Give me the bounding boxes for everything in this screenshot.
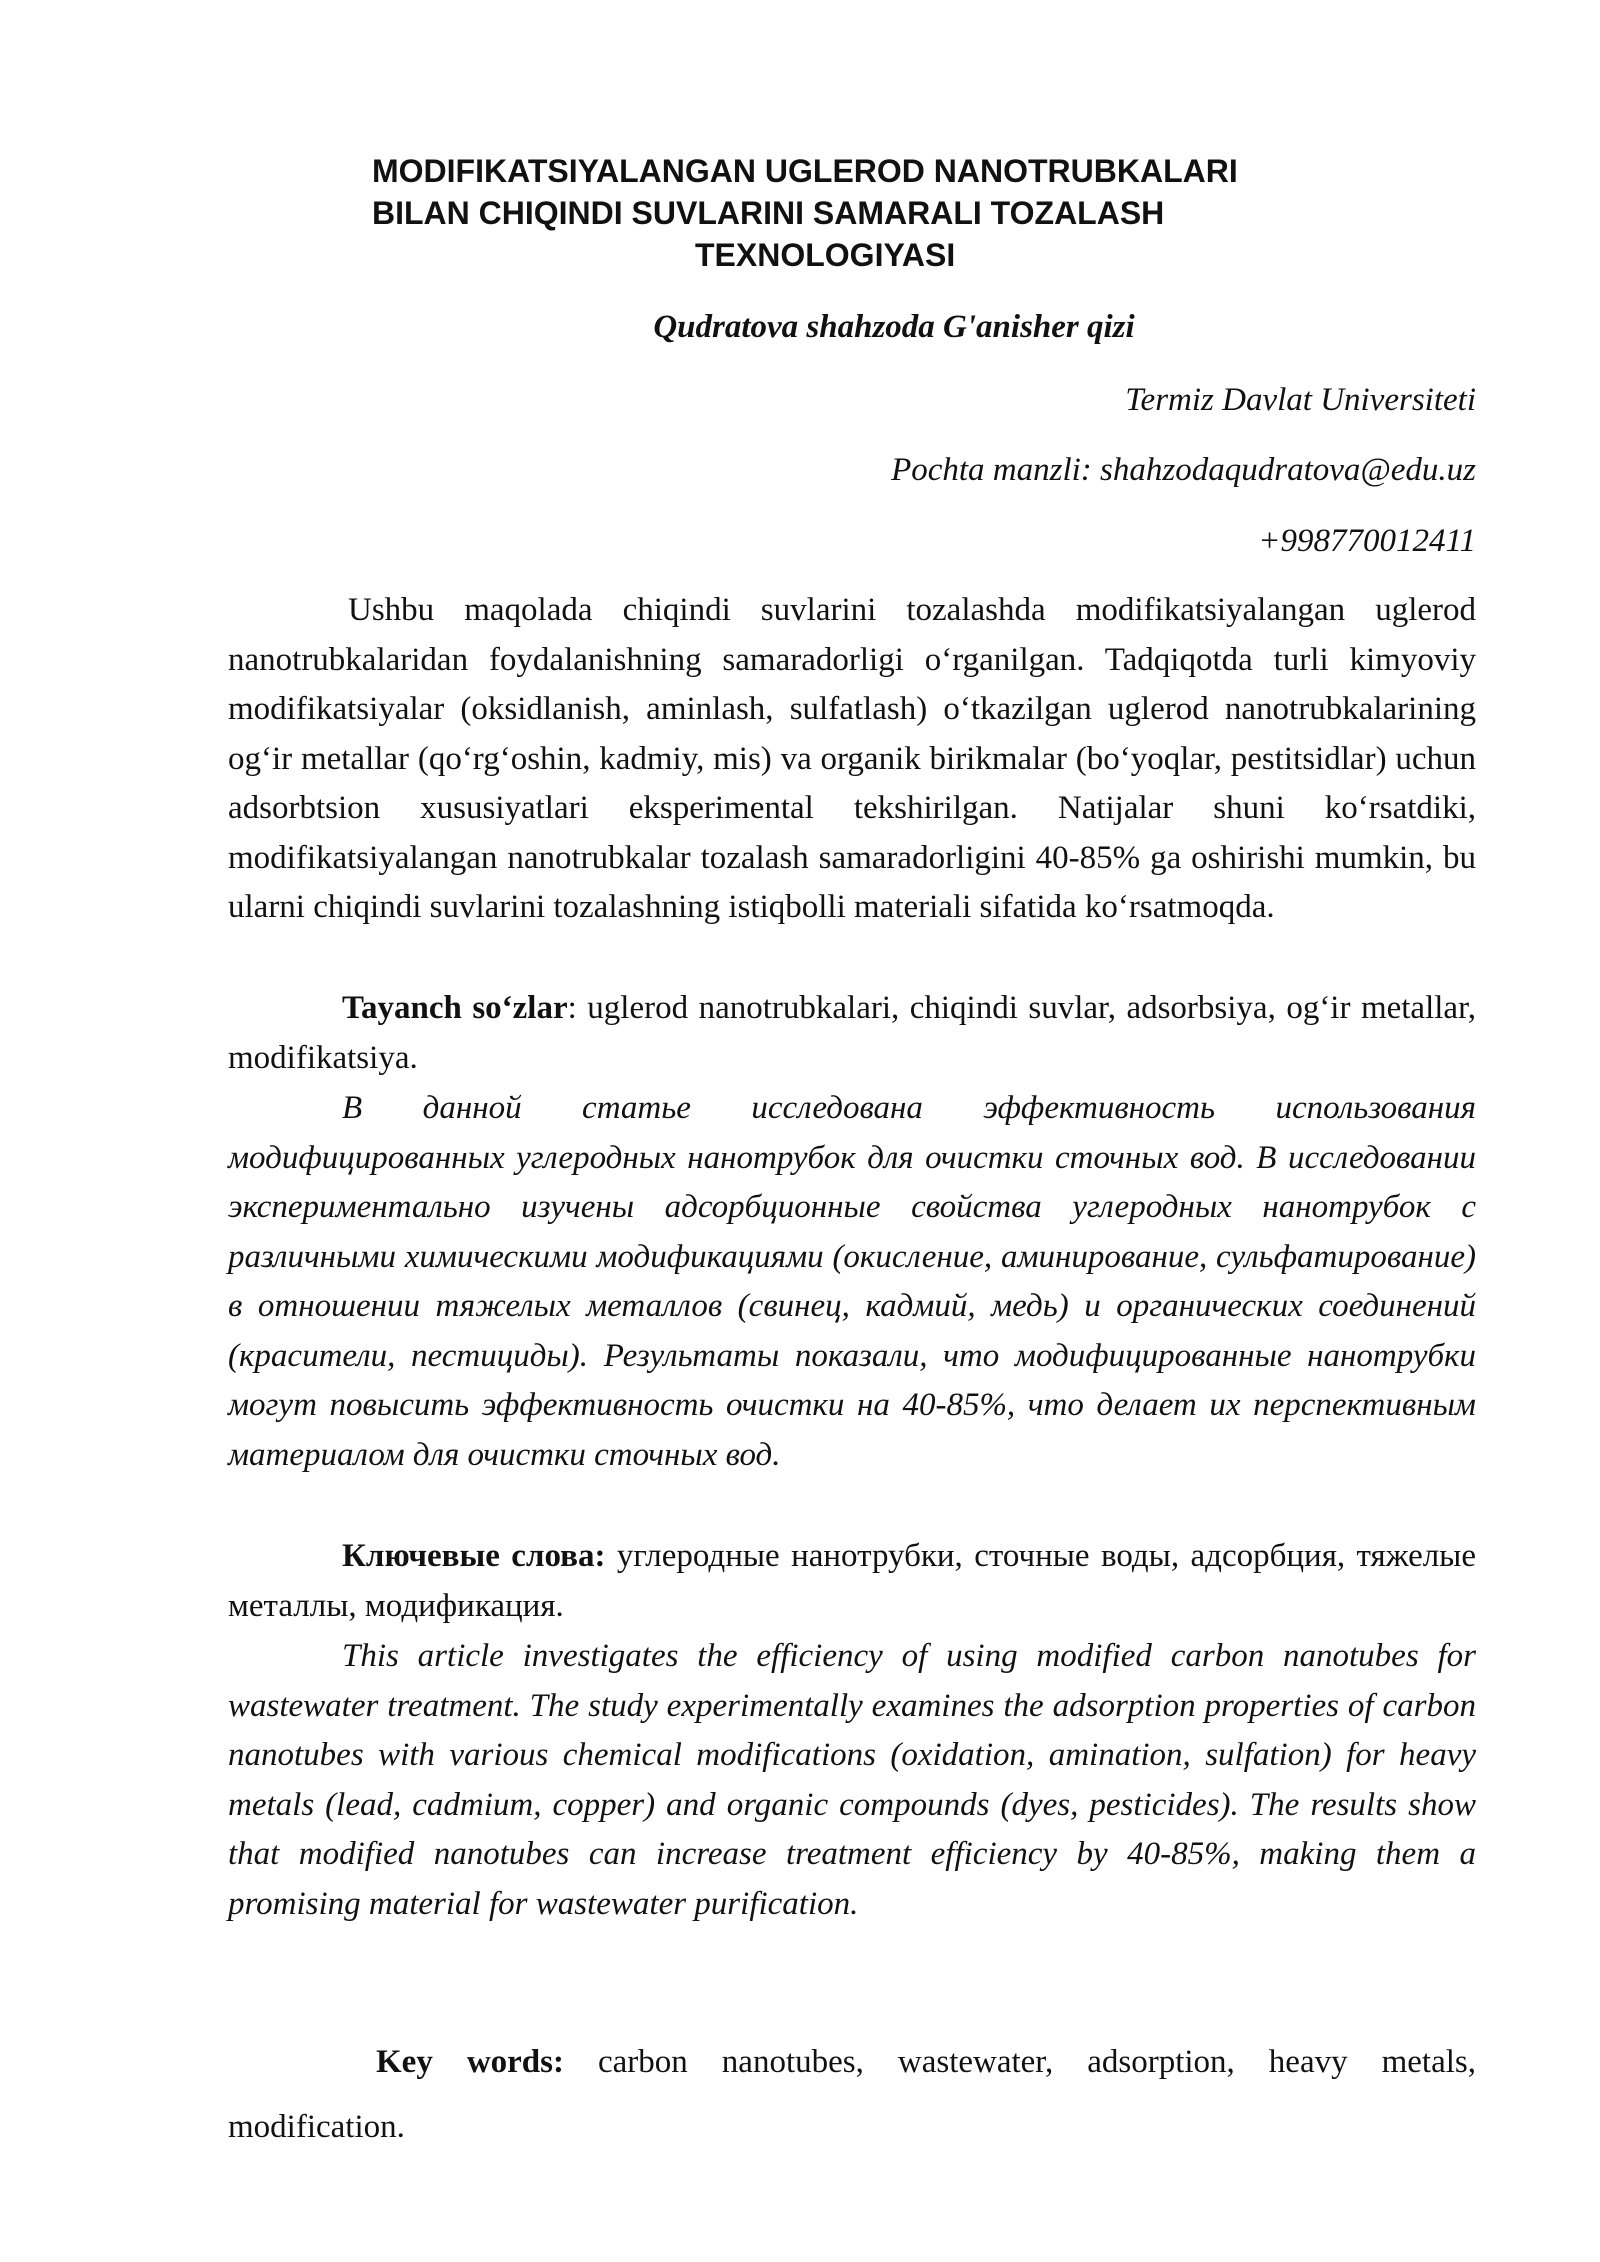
author-name: Qudratova shahzoda G'anisher qizi: [653, 309, 1135, 345]
keywords-russian-label: Ключевые слова:: [342, 1538, 606, 1574]
abstract-uzbek: [228, 586, 1476, 933]
keywords-uzbek-text: : uglerod nanotrubkalari, chiqindi suvlar, adsorbsiya, og‘ir metallar, modifikatsiya.: [228, 990, 1476, 1076]
abstract-russian: [228, 1084, 1476, 1480]
abstract-russian-text: В данной статье исследована эффективность использования модифицированных углеродных нанотрубок для очистки сточных вод. В исследовании экспериментально изучены адсорбционные свойства углеродных нанотрубок с различными химическими модификациями (окисление, аминирование, сульфатирование) в отношении тяжелых металлов (свинец, кадмий, медь) и органических соединений (красители, пестициды). Результаты показали, что модифицированные нанотрубки могут повысить эффективность очистки на 40-85%, что делает их перспективным материалом для очистки сточных вод.: [228, 1090, 1476, 1473]
title-line-1: MODIFIKATSIYALANGAN UGLEROD NANOTRUBKALARI: [372, 153, 1238, 189]
title-line-2: BILAN CHIQINDI SUVLARINI SAMARALI TOZALASH: [372, 195, 1165, 231]
abstract-english: [228, 1632, 1476, 1929]
phone-number: +998770012411: [1258, 523, 1476, 559]
keywords-russian: [228, 1532, 1476, 1631]
article-title: [372, 150, 1472, 276]
keywords-uzbek: [228, 984, 1476, 1083]
email-address: Pochta manzli: shahzodaqudratova@edu.uz: [891, 452, 1476, 488]
affiliation: Termiz Davlat Universiteti: [1125, 382, 1476, 418]
keywords-english: [228, 2030, 1476, 2160]
keywords-english-label: Key words:: [376, 2044, 564, 2080]
abstract-uzbek-text: Ushbu maqolada chiqindi suvlarini tozalashda modifikatsiyalangan uglerod nanotrubkalaridan foydalanishning samaradorligi o‘rganilgan. Tadqiqotda turli kimyoviy modifikatsiyalar (oksidlanish, aminlash, sulfatlash) o‘tkazilgan uglerod nanotrubkalarining og‘ir metallar (qo‘rg‘oshin, kadmiy, mis) va organik birikmalar (bo‘yoqlar, pestitsidlar) uchun adsorbtsion xususiyatlari eksperimental tekshirilgan. Natijalar shuni ko‘rsatdiki, modifikatsiyalangan nanotrubkalar tozalash samaradorligini 40-85% ga oshirishi mumkin, bu ularni chiqindi suvlarini tozalashning istiqbolli materiali sifatida ko‘rsatmoqda.: [228, 592, 1476, 925]
abstract-english-text: This article investigates the efficiency of using modified carbon nanotubes for wastewater treatment. The study experimentally examines the adsorption properties of carbon nanotubes with various chemical modifications (oxidation, amination, sulfation) for heavy metals (lead, cadmium, copper) and organic compounds (dyes, pesticides). The results show that modified nanotubes can increase treatment efficiency by 40-85%, making them a promising material for wastewater purification.: [228, 1638, 1476, 1922]
keywords-english-text: carbon nanotubes, wastewater, adsorption, heavy metals, modification.: [228, 2044, 1477, 2145]
title-line-3: TEXNOLOGIYASI: [695, 237, 956, 273]
keywords-russian-text: углеродные нанотрубки, сточные воды, адсорбция, тяжелые металлы, модификация.: [228, 1538, 1477, 1624]
keywords-uzbek-label: Tayanch so‘zlar: [342, 990, 568, 1026]
